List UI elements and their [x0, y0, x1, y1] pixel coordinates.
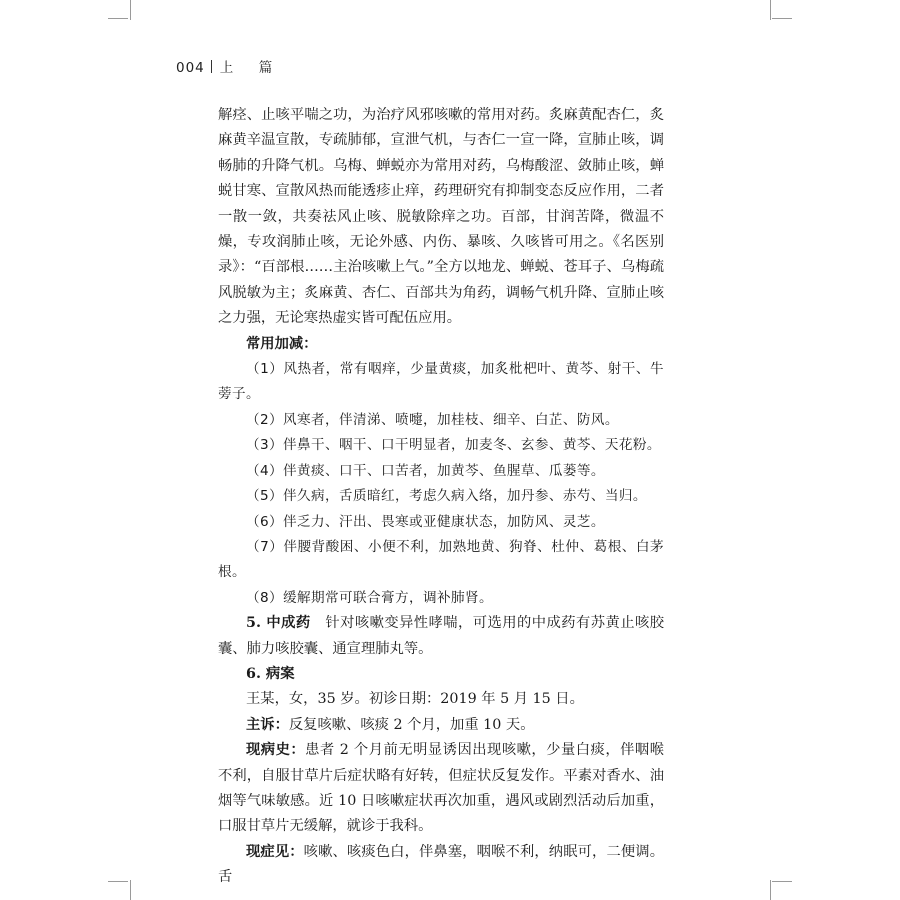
page-body	[218, 103, 664, 891]
crop-mark	[130, 0, 131, 20]
chief-complaint	[218, 713, 664, 738]
case-intro: 王某，女，35 岁。初诊日期：2019 年 5 月 15 日。	[246, 691, 584, 708]
history-text: 患者 2 个月前无明显诱因出现咳嗽，少量白痰，伴咽喉不利，自服甘草片后症状略有好转，但症状反复发作。平素对香水、油烟等气味敏感。近 10 日咳嗽症状再次加重，遇风或剧烈活动后加重，口服甘草片无缓解，就诊于我科。	[218, 742, 665, 835]
additions-heading: 常用加减：	[246, 335, 318, 352]
addition-item: （3）伴鼻干、咽干、口干明显者，加麦冬、玄参、黄芩、天花粉。	[246, 437, 661, 454]
case-heading: 6. 病案	[246, 665, 295, 682]
section-title: 上 篇	[219, 60, 279, 76]
crop-mark	[130, 880, 131, 900]
addition-item: （8）缓解期常可联合膏方，调补肺肾。	[246, 589, 493, 606]
crop-mark	[772, 18, 792, 19]
addition-item: （2）风寒者，伴清涕、喷嚏，加桂枝、细辛、白芷、防风。	[246, 411, 619, 428]
addition-item: （7）伴腰背酸困、小便不利，加熟地黄、狗脊、杜仲、葛根、白茅根。	[218, 538, 664, 581]
addition-item: （5）伴久病，舌质暗红，考虑久病入络，加丹参、赤芍、当归。	[246, 488, 647, 505]
present-history	[218, 738, 664, 840]
current-symptoms	[218, 840, 664, 891]
symptoms-label: 现症见：	[246, 843, 304, 860]
history-label: 现病史：	[246, 742, 306, 759]
header-divider	[211, 60, 212, 73]
addition-item: （1）风热者，常有咽痒，少量黄痰，加炙枇杷叶、黄芩、射干、牛蒡子。	[218, 361, 664, 403]
tcm-heading: 5. 中成药	[246, 615, 311, 632]
addition-item: （6）伴乏力、汗出、畏寒或亚健康状态，加防风、灵芝。	[246, 513, 605, 530]
crop-mark	[108, 881, 128, 882]
paragraph-analysis: 解痉、止咳平喘之功，为治疗风邪咳嗽的常用对药。炙麻黄配杏仁，炙麻黄辛温宣散，专疏肺郁，宣泄气机，与杏仁一宣一降，宣肺止咳，调畅肺的升降气机。乌梅、蝉蜕亦为常用对药，乌梅酸涩、敛肺止咳，蝉蜕甘寒、宣散风热而能透疹止痒，药理研究有抑制变态反应作用，二者一散一敛，共奏祛风止咳、脱敏除痒之功。百部，甘润苦降，微温不燥，专攻润肺止咳，无论外感、内伤、暴咳、久咳皆可用之。《名医别录》：“百部根……主治咳嗽上气。”全方以地龙、蝉蜕、苍耳子、乌梅疏风脱敏为主；炙麻黄、杏仁、百部共为角药，调畅气机升降、宣肺止咳之力强，无论寒热虚实皆可配伍应用。	[218, 107, 664, 327]
crop-mark	[772, 881, 792, 882]
addition-item: （4）伴黄痰、口干、口苦者，加黄芩、鱼腥草、瓜蒌等。	[246, 462, 605, 479]
tcm-paragraph	[218, 611, 664, 662]
crop-mark	[770, 0, 771, 20]
running-head	[176, 56, 278, 76]
complaint-label: 主诉：	[246, 716, 289, 733]
page-number: 004	[176, 60, 205, 76]
crop-mark	[770, 880, 771, 900]
tcm-text: 针对咳嗽变异性哮喘，可选用的中成药有苏黄止咳胶囊、肺力咳胶囊、通宣理肺丸等。	[218, 615, 665, 657]
complaint-text: 反复咳嗽、咳痰 2 个月，加重 10 天。	[288, 716, 535, 733]
symptoms-text: 咳嗽、咳痰色白，伴鼻塞，咽喉不利，纳眠可，二便调。舌	[218, 843, 664, 886]
crop-mark	[108, 18, 128, 19]
